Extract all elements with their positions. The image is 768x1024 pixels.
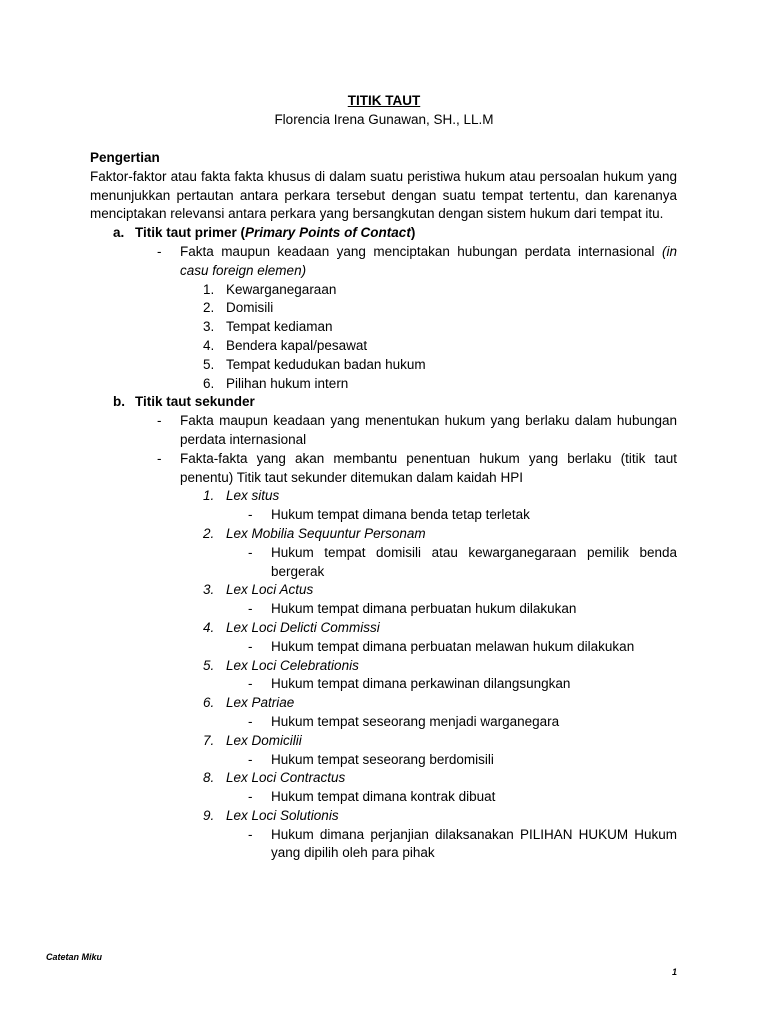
list-item-term: Lex situs [226,488,280,504]
list-number: 5. [203,657,215,673]
list-number: 7. [203,732,215,748]
section-b-bullet-text: Fakta-fakta yang akan membantu penentuan hukum yang berlaku (titik taut penentu) Titik taut sekunder ditemukan dalam kaidah HPI [180,450,677,485]
list-number: 6. [203,695,215,711]
list-number: 1. [203,281,215,297]
list-number: 3. [203,582,215,598]
section-a-bullet [90,243,677,281]
document-body [90,149,677,863]
list-item-description [90,713,677,732]
section-b-marker: b. [113,394,125,410]
page-number: 1 [671,967,677,977]
list-item [90,337,677,356]
list-item-text: Tempat kediaman [226,319,333,335]
document-author: Florencia Irena Gunawan, SH., LL.M [274,112,494,127]
list-number: 8. [203,770,215,786]
bullet-dash: - [157,450,162,466]
document-title: TITIK TAUT [347,93,421,108]
bullet-dash: - [157,413,162,429]
section-b-bullet-text: Fakta maupun keadaan yang menentukan hukum yang berlaku dalam hubungan perdata internasional [180,413,677,447]
bullet-dash: - [248,713,253,729]
list-item [90,487,677,506]
section-b-bullet [90,450,677,488]
list-item-term: Lex Loci Solutionis [226,807,339,823]
list-number: 1. [203,488,215,504]
list-item-term: Lex Domicilii [226,732,302,748]
list-item [90,525,677,544]
bullet-dash: - [248,638,253,654]
section-b-label: Titik taut sekunder [135,394,255,410]
description-text: Hukum tempat dimana kontrak dibuat [271,789,496,805]
section-a-bullet-text: Fakta maupun keadaan yang menciptakan hubungan perdata internasional [180,243,662,259]
section-b-list [90,487,677,863]
bullet-dash: - [248,789,253,805]
footer-note: Catetan Miku [46,952,103,962]
list-number: 4. [203,337,215,353]
list-item-description [90,751,677,770]
description-text: Hukum tempat dimana perbuatan hukum dilakukan [271,601,577,617]
list-number: 2. [203,300,215,316]
definition-heading: Pengertian [90,150,160,165]
list-item-term: Lex Mobilia Sequuntur Personam [226,525,426,541]
list-number: 6. [203,375,215,391]
list-item-description [90,506,677,525]
description-text: Hukum tempat dimana perkawinan dilangsungkan [271,676,571,692]
list-item-text: Kewarganegaraan [226,281,337,297]
bullet-dash: - [248,507,253,523]
bullet-dash: - [157,243,162,259]
list-number: 3. [203,319,215,335]
list-item-description [90,638,677,657]
description-text: Hukum tempat dimana benda tetap terletak [271,507,530,523]
description-text: Hukum tempat seseorang menjadi warganegara [271,713,560,729]
list-item-text: Pilihan hukum intern [226,375,349,391]
list-item [90,581,677,600]
bullet-dash: - [248,826,253,842]
list-number: 5. [203,356,215,372]
bullet-dash: - [248,544,253,560]
list-item [90,807,677,826]
list-item-description [90,600,677,619]
bullet-dash: - [248,676,253,692]
list-item-text: Tempat kedudukan badan hukum [226,356,426,372]
list-item-term: Lex Loci Contractus [226,770,346,786]
section-a-label-italic: Primary Points of Contact [245,225,411,241]
list-item-term: Lex Loci Actus [226,582,314,598]
section-a-bullet-italic: (in casu foreign elemen) [180,243,677,278]
list-item-description [90,544,677,582]
list-item-term: Lex Patriae [226,695,295,711]
list-item [90,281,677,300]
bullet-dash: - [248,751,253,767]
list-number: 2. [203,525,215,541]
list-item [90,732,677,751]
description-text: Hukum tempat domisili atau kewarganegaraan pemilik benda bergerak [271,544,677,579]
description-text: Hukum dimana perjanjian dilaksanakan PILIHAN HUKUM Hukum yang dipilih oleh para pihak [271,826,677,861]
bullet-dash: - [248,601,253,617]
list-item-term: Lex Loci Celebrationis [226,657,359,673]
list-item [90,619,677,638]
list-item [90,769,677,788]
list-item-description [90,826,677,864]
section-a-heading [90,224,677,243]
section-a-label-prefix: Titik taut primer ( [135,225,246,241]
list-item-text: Bendera kapal/pesawat [226,337,368,353]
description-text: Hukum tempat dimana perbuatan melawan hukum dilakukan [271,638,635,654]
list-item [90,318,677,337]
list-item-description [90,675,677,694]
section-b-heading [90,393,677,412]
section-a-marker: a. [113,225,125,241]
section-a-list [90,281,677,394]
list-item [90,657,677,676]
list-item [90,375,677,394]
list-item [90,299,677,318]
definition-paragraph: Faktor-faktor atau fakta fakta khusus di dalam suatu peristiwa hukum atau persoalan hukum yang menunjukkan pertautan antara perkara tersebut dengan suatu tempat tertentu, dan karenanya menciptakan relevansi antara perkara yang bersangkutan dengan sistem hukum dari tempat itu. [90,168,677,222]
list-number: 4. [203,619,215,635]
list-item-description [90,788,677,807]
list-item-term: Lex Loci Delicti Commissi [226,619,380,635]
section-b-bullet [90,412,677,450]
list-item [90,356,677,375]
description-text: Hukum tempat seseorang berdomisili [271,751,494,767]
list-number: 9. [203,807,215,823]
list-item-text: Domisili [226,300,274,316]
section-a-label-suffix: ) [410,225,416,241]
list-item [90,694,677,713]
